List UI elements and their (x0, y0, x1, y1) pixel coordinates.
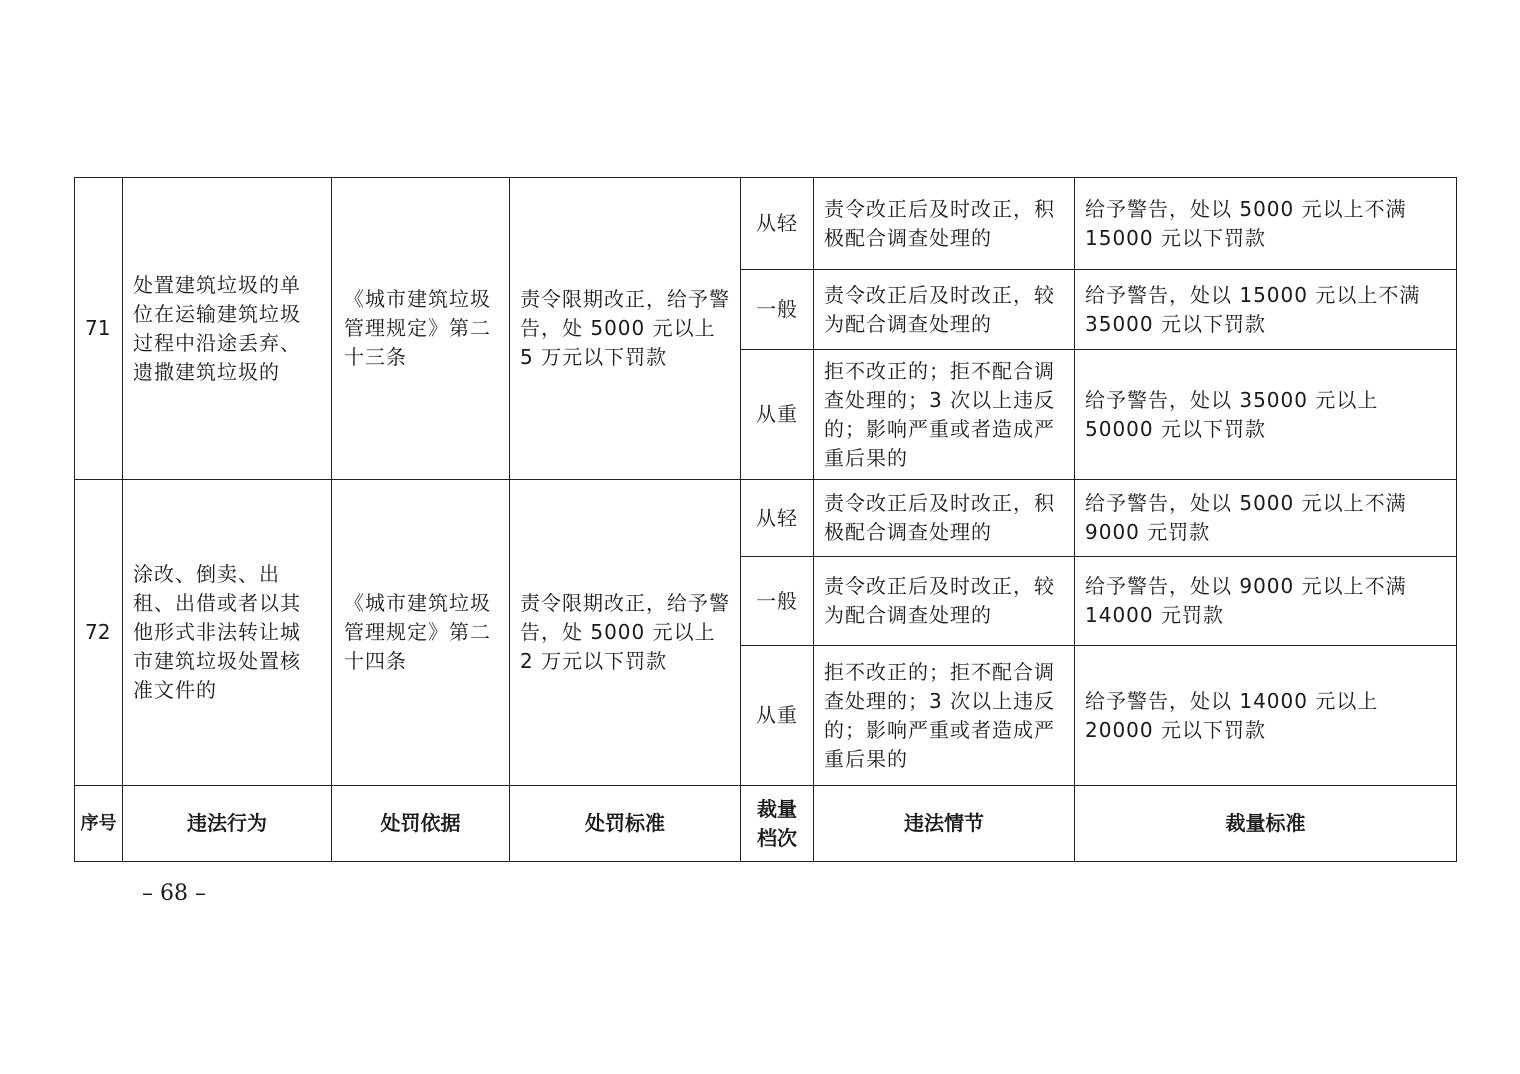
violation-behavior-cell: 处置建筑垃圾的单位在运输建筑垃圾过程中沿途丢弃、遗撒建筑垃圾的 (123, 178, 332, 480)
header-circumstance: 违法情节 (814, 786, 1075, 862)
discretion-standard-cell: 给予警告，处以 5000 元以上不满 15000 元以下罚款 (1075, 178, 1457, 270)
discretion-standard-cell: 给予警告，处以 15000 元以上不满 35000 元以下罚款 (1075, 270, 1457, 350)
seq-cell: 71 (75, 178, 123, 480)
header-seq: 序号 (75, 786, 123, 862)
penalty-standard-cell: 责令限期改正，给予警告，处 5000 元以上 5 万元以下罚款 (510, 178, 741, 480)
penalty-standard-cell: 责令限期改正，给予警告，处 5000 元以上 2 万元以下罚款 (510, 480, 741, 786)
discretion-standard-cell: 给予警告，处以 9000 元以上不满 14000 元罚款 (1075, 557, 1457, 646)
discretion-level-cell: 一般 (741, 557, 814, 646)
header-level: 裁量档次 (741, 786, 814, 862)
discretion-level-cell: 从重 (741, 350, 814, 480)
discretion-level-cell: 从轻 (741, 480, 814, 557)
discretion-level-cell: 一般 (741, 270, 814, 350)
header-standard: 裁量标准 (1075, 786, 1457, 862)
violation-circumstance-cell: 责令改正后及时改正，较为配合调查处理的 (814, 557, 1075, 646)
violation-circumstance-cell: 责令改正后及时改正，积极配合调查处理的 (814, 178, 1075, 270)
discretion-standard-cell: 给予警告，处以 35000 元以上 50000 元以下罚款 (1075, 350, 1457, 480)
violation-circumstance-cell: 拒不改正的；拒不配合调查处理的；3 次以上违反的；影响严重或者造成严重后果的 (814, 350, 1075, 480)
table-header-row (75, 786, 1457, 862)
discretion-standard-cell: 给予警告，处以 5000 元以上不满 9000 元罚款 (1075, 480, 1457, 557)
table-row (75, 480, 1457, 557)
penalty-basis-cell: 《城市建筑垃圾管理规定》第二十三条 (332, 178, 510, 480)
discretion-standard-cell: 给予警告，处以 14000 元以上 20000 元以下罚款 (1075, 646, 1457, 786)
header-behavior: 违法行为 (123, 786, 332, 862)
table-row (75, 178, 1457, 270)
seq-cell: 72 (75, 480, 123, 786)
page-number: – 68 – (142, 881, 206, 906)
penalty-discretion-table (74, 177, 1457, 862)
discretion-level-cell: 从轻 (741, 178, 814, 270)
header-penalty: 处罚标准 (510, 786, 741, 862)
violation-circumstance-cell: 拒不改正的；拒不配合调查处理的；3 次以上违反的；影响严重或者造成严重后果的 (814, 646, 1075, 786)
penalty-basis-cell: 《城市建筑垃圾管理规定》第二十四条 (332, 480, 510, 786)
violation-behavior-cell: 涂改、倒卖、出租、出借或者以其他形式非法转让城市建筑垃圾处置核准文件的 (123, 480, 332, 786)
discretion-level-cell: 从重 (741, 646, 814, 786)
header-basis: 处罚依据 (332, 786, 510, 862)
violation-circumstance-cell: 责令改正后及时改正，较为配合调查处理的 (814, 270, 1075, 350)
violation-circumstance-cell: 责令改正后及时改正，积极配合调查处理的 (814, 480, 1075, 557)
